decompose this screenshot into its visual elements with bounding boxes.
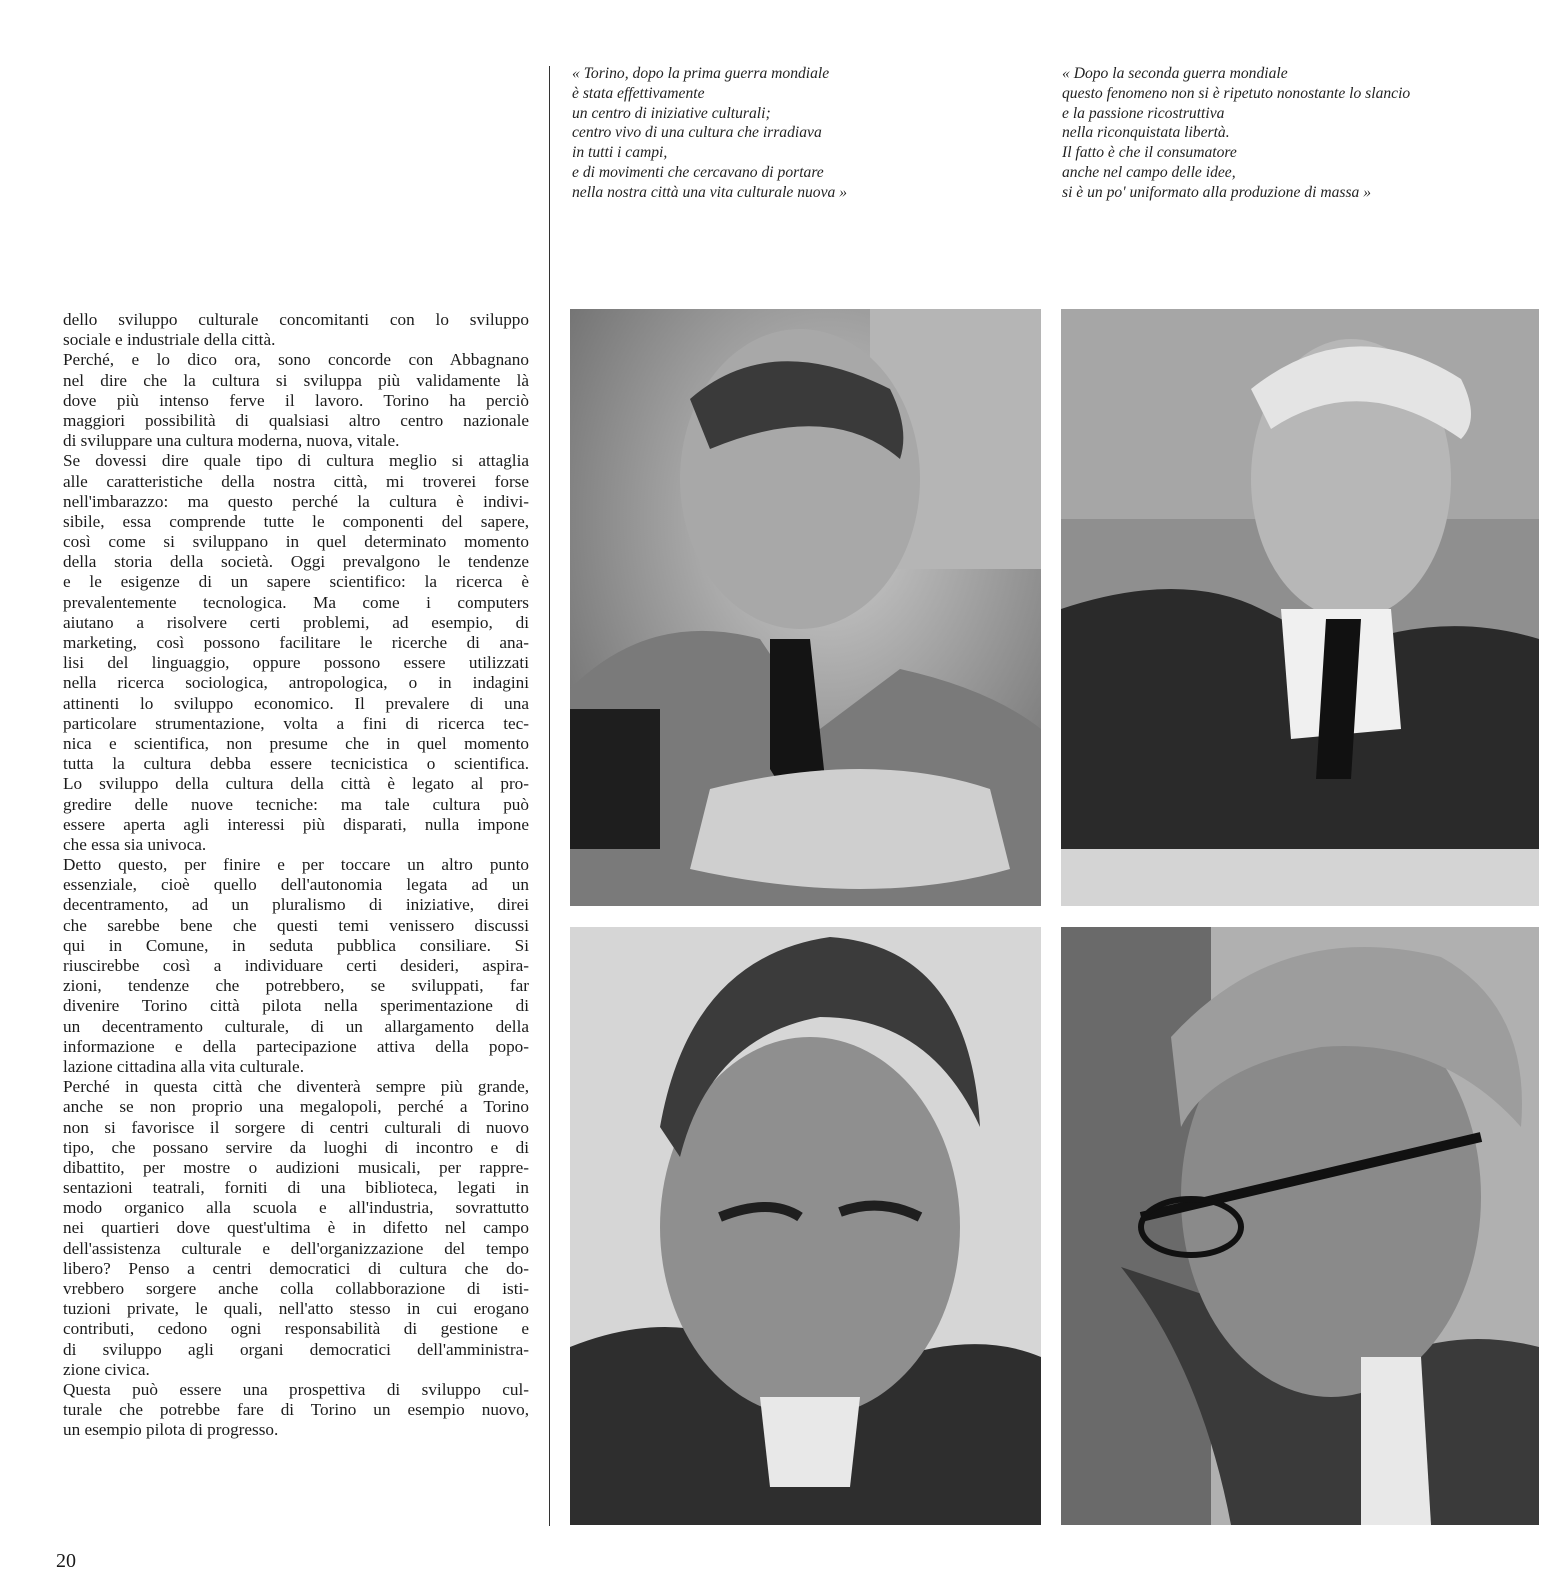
quote-line: e la passione ricostruttiva xyxy=(1062,104,1225,122)
body-line: gredire delle nuove tecniche: ma tale cultura può xyxy=(63,794,529,814)
body-line: Lo sviluppo della cultura della città è legato al pro- xyxy=(63,774,529,794)
body-paragraph xyxy=(63,310,529,350)
body-line: che essa sia univoca. xyxy=(63,834,207,854)
portrait-photo-image xyxy=(1061,309,1539,906)
body-line: così come si sviluppano in quel determinato momento xyxy=(63,532,529,552)
body-line: tipo, che possano servire da luoghi di incontro e di xyxy=(63,1137,529,1157)
quote-line: è stata effettivamente xyxy=(572,84,705,102)
body-line: di sviluppo agli organi democratici dell'amministra- xyxy=(63,1339,529,1359)
body-line: zione civica. xyxy=(63,1359,150,1379)
quote-line: Il fatto è che il consumatore xyxy=(1062,144,1237,162)
body-line: tuzioni private, le quali, nell'atto stesso in cui erogano xyxy=(63,1299,529,1319)
body-paragraph xyxy=(63,1380,529,1441)
column-divider xyxy=(549,66,550,1526)
body-line: che sarebbe bene che questi temi venissero discussi xyxy=(63,915,529,935)
quote-line: nella riconquistata libertà. xyxy=(1062,124,1230,142)
quote-line: e di movimenti che cercavano di portare xyxy=(572,163,824,181)
body-paragraph xyxy=(63,855,529,1077)
body-line: nell'imbarazzo: ma questo perché la cultura è indivi- xyxy=(63,491,529,511)
body-line: aiutano a risolvere certi problemi, ad esempio, di xyxy=(63,612,529,632)
quote-line: « Torino, dopo la prima guerra mondiale xyxy=(572,65,830,82)
body-line: un esempio pilota di progresso. xyxy=(63,1420,279,1440)
portrait-photo-image xyxy=(570,927,1041,1525)
body-line: nel dire che la cultura si sviluppa più validamente là xyxy=(63,370,529,390)
body-paragraph xyxy=(63,1077,529,1380)
quote-left xyxy=(572,64,847,203)
body-line: alle caratteristiche della nostra città, mi troverei forse xyxy=(63,471,529,491)
body-line: dibattito, per mostre o audizioni musicali, per rappre- xyxy=(63,1157,529,1177)
body-line: di sviluppare una cultura moderna, nuova, vitale. xyxy=(63,431,400,451)
body-line: nei quartieri dove quest'ultima è in difetto nel campo xyxy=(63,1218,529,1238)
body-text-column xyxy=(63,310,529,1441)
body-line: sociale e industriale della città. xyxy=(63,330,276,350)
body-line: Questa può essere una prospettiva di sviluppo cul- xyxy=(63,1379,529,1399)
portrait-photo-top-left xyxy=(570,309,1041,906)
body-line: contributi, cedono ogni responsabilità di gestione e xyxy=(63,1319,529,1339)
body-line: informazione e della partecipazione attiva della popo- xyxy=(63,1036,529,1056)
body-line: modo organico alla scuola e all'industria, sovrattutto xyxy=(63,1198,529,1218)
body-line: maggiori possibilità di qualsiasi altro centro nazionale xyxy=(63,410,529,430)
body-line: lisi del linguaggio, oppure possono essere utilizzati xyxy=(63,653,529,673)
body-line: e le esigenze di un sapere scientifico: la ricerca è xyxy=(63,572,529,592)
body-line: marketing, così possono facilitare le ricerche di ana- xyxy=(63,633,529,652)
quote-line: un centro di iniziative culturali; xyxy=(572,104,771,122)
quote-line: « Dopo la seconda guerra mondiale xyxy=(1062,65,1288,82)
body-line: attinenti lo sviluppo economico. Il prevalere di una xyxy=(63,693,529,713)
body-line: nella ricerca sociologica, antropologica, o in indagini xyxy=(63,673,529,693)
portrait-photo-bottom-right xyxy=(1061,927,1539,1525)
body-line: Se dovessi dire quale tipo di cultura meglio si attaglia xyxy=(63,451,529,471)
quote-right xyxy=(1062,64,1410,203)
body-line: Perché in questa città che diventerà sempre più grande, xyxy=(63,1077,529,1097)
body-line: prevalentemente tecnologica. Ma come i computers xyxy=(63,592,529,612)
body-line: vrebbero sorgere anche colla collabborazione di isti- xyxy=(63,1279,529,1298)
body-paragraph xyxy=(63,350,529,451)
quote-line: si è un po' uniformato alla produzione di massa » xyxy=(1062,183,1372,201)
body-line: riuscirebbe così a individuare certi desideri, aspira- xyxy=(63,956,529,975)
body-line: un decentramento culturale, di un allargamento della xyxy=(63,1016,529,1036)
body-line: decentramento, ad un pluralismo di iniziative, direi xyxy=(63,895,529,915)
quote-line: nella nostra città una vita culturale nuova » xyxy=(572,183,848,201)
body-line: libero? Penso a centri democratici di cultura che do- xyxy=(63,1258,529,1278)
body-line: essere aperta agli interessi più disparati, nulla impone xyxy=(63,814,529,834)
body-line: nica e scientifica, non presume che in quel momento xyxy=(63,733,529,753)
body-line: turale che potrebbe fare di Torino un esempio nuovo, xyxy=(63,1400,529,1420)
body-line: sibile, essa comprende tutte le componenti del sapere, xyxy=(63,511,529,531)
body-line: qui in Comune, in seduta pubblica consiliare. Si xyxy=(63,935,529,955)
body-line: divenire Torino città pilota nella sperimentazione di xyxy=(63,996,529,1016)
body-line: dell'assistenza culturale e dell'organizzazione del tempo xyxy=(63,1238,529,1258)
body-line: essenziale, cioè quello dell'autonomia legata ad un xyxy=(63,875,529,895)
body-line: non si favorisce il sorgere di centri culturali di nuovo xyxy=(63,1117,529,1137)
body-line: lazione cittadina alla vita culturale. xyxy=(63,1056,304,1076)
portrait-photo-bottom-left xyxy=(570,927,1041,1525)
body-line: tutta la cultura debba essere tecnicistica o scientifica. xyxy=(63,754,529,774)
body-line: zioni, tendenze che potrebbero, se sviluppati, far xyxy=(63,976,529,996)
body-line: sentazioni teatrali, forniti di una biblioteca, legati in xyxy=(63,1178,529,1198)
quote-line: questo fenomeno non si è ripetuto nonostante lo slancio xyxy=(1062,84,1411,102)
quote-line: centro vivo di una cultura che irradiava xyxy=(572,124,822,142)
body-line: anche se non proprio una megalopoli, perché a Torino xyxy=(63,1097,529,1117)
body-line: particolare strumentazione, volta a fini di ricerca tec- xyxy=(63,713,529,733)
quote-line: in tutti i campi, xyxy=(572,144,668,162)
portrait-photo-image xyxy=(570,309,1041,906)
body-line: dello sviluppo culturale concomitanti con lo sviluppo xyxy=(63,310,529,329)
quote-line: anche nel campo delle idee, xyxy=(1062,163,1236,181)
page-number: 20 xyxy=(56,1550,76,1572)
body-line: dove più intenso ferve il lavoro. Torino ha perciò xyxy=(63,390,529,410)
body-line: Detto questo, per finire e per toccare un altro punto xyxy=(63,855,529,875)
portrait-photo-top-right xyxy=(1061,309,1539,906)
portrait-photo-image xyxy=(1061,927,1539,1525)
body-paragraph xyxy=(63,451,529,855)
body-line: Perché, e lo dico ora, sono concorde con Abbagnano xyxy=(63,350,529,370)
body-line: della storia della società. Oggi prevalgono le tendenze xyxy=(63,552,529,572)
